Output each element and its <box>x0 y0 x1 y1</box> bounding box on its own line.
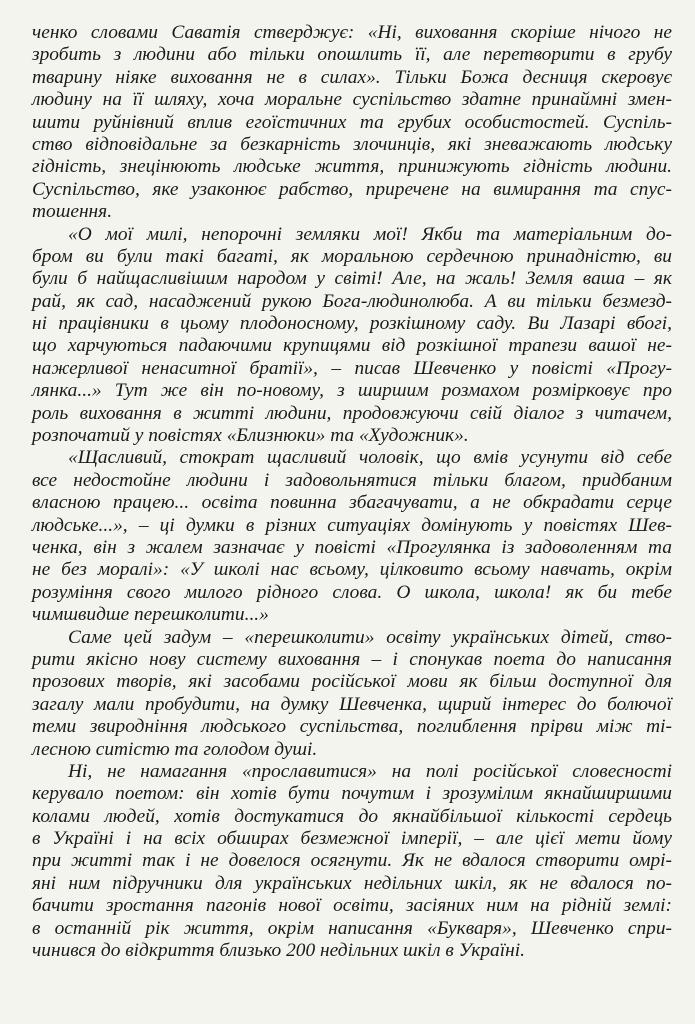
text-line: тварину ніяке виховання не в силах». Тільки Божа десниця скеровує <box>32 66 672 88</box>
text-line: керувало поетом: він хотів бути почутим і зрозумілим якнайширшими <box>32 783 672 805</box>
text-line: бачити зростання пагонів нової освіти, засіяних ним на рідній землі: <box>32 895 672 917</box>
text-line: в Україні і на всіх обширах безмежної імперії, – але цієї мети йому <box>32 828 672 850</box>
text-line: ченко словами Саватія стверджує: «Ні, виховання скоріше нічого не <box>32 22 672 43</box>
text-line: бром ви були такі багаті, як моральною сердечною принадністю, ви <box>32 245 672 267</box>
text-line: були б найщасливішим народом у світі! Але, на жаль! Земля ваша – як <box>32 268 672 290</box>
paragraph <box>32 447 672 626</box>
text-line: роль виховання в житті людини, продовжуючи свій діалог з читачем, <box>32 402 672 424</box>
text-line: лесною ситістю та голодом душі. <box>32 738 318 760</box>
text-line: прозових творів, які засобами російської мови як більш доступної для <box>32 671 672 693</box>
text-line: людину на її шляху, хоча моральне суспільство здатне принаймні змен- <box>32 89 672 111</box>
text-line: шити руйнівний вплив егоїстичних та грубих особистостей. Суспіль- <box>32 111 672 133</box>
text-line: рити якісно нову систему виховання – і спонукав поета до написання <box>32 648 672 670</box>
text-line: що харчуються падаючими крупицями від розкішної трапези вашої не- <box>32 335 672 357</box>
text-line: розпочатий у повістях «Близнюки» та «Художник». <box>32 425 469 447</box>
text-line: нажерливої ненаситної братії», – писав Шевченко у повісті «Прогу- <box>32 357 672 379</box>
text-line: теми звиродніння людського суспільства, поглиблення прірви між ті- <box>32 716 672 738</box>
text-line: гідність, знецінюють людське життя, принижують гідність людини. <box>32 156 672 178</box>
text-line: «Щасливий, стократ щасливий чоловік, що вмів усунути від себе <box>68 447 672 469</box>
text-line: рай, як сад, насаджений рукою Бога-людинолюба. А ви тільки безмезд- <box>32 290 672 312</box>
paragraph <box>32 22 672 224</box>
text-line: при житті так і не довелося осягнути. Як не вдалося створити омрі- <box>32 850 672 872</box>
text-line: лянка...» Тут же він по-новому, з ширшим розмахом розмірковує про <box>32 380 672 402</box>
document-page <box>32 22 672 962</box>
text-line: загалу мали пробудити, на думку Шевченка, щирий інтерес до болючої <box>32 693 672 715</box>
text-line: ні працівники в цьому плодоносному, розкішному саду. Ви Лазарі вбогі, <box>32 313 672 335</box>
text-line: Ні, не намагання «прославитися» на полі російської словесності <box>68 760 672 782</box>
text-line: чинився до відкриття близько 200 недільних шкіл в Україні. <box>32 940 525 962</box>
paragraph <box>32 761 672 963</box>
text-line: чимшвидше перешколити...» <box>32 604 269 626</box>
text-line: в останній рік життя, окрім написання «Букваря», Шевченко спри- <box>32 917 672 939</box>
text-line: людське...», – ці думки в різних ситуаціях домінують у повістях Шев- <box>32 514 672 536</box>
text-line: колами людей, хотів достукатися до якнайбільшої кількості сердець <box>32 805 672 827</box>
text-line: розуміння свого милого рідного слова. О школа, школа! як би тебе <box>32 581 672 603</box>
text-line: ство відповідальне за безкарність злочинців, які зневажають людську <box>32 133 672 155</box>
paragraph <box>32 627 672 761</box>
text-line: ченка, він з жалем зазначає у повісті «Прогулянка із задоволенням та <box>32 536 672 558</box>
text-line: Суспільство, яке узаконює рабство, приречене на вимирання та спус- <box>32 178 672 200</box>
text-line: яні ним підручники для українських недільних шкіл, як не вдалося по- <box>32 872 672 894</box>
text-line: Саме цей задум – «перешколити» освіту українських дітей, ство- <box>68 626 672 648</box>
text-line: зробить з людини або тільки опошлить її, але перетворити в грубу <box>32 44 672 66</box>
text-line: не без моралі»: «У школі нас всьому, цілковито всьому навчать, окрім <box>32 559 672 581</box>
text-line: все недостойне людини і задовольнятися тільки благом, придбаним <box>32 469 672 491</box>
text-line: тошення. <box>32 201 113 223</box>
text-line: власною працею... освіта повинна збагачувати, а не обкрадати серце <box>32 492 672 514</box>
paragraph <box>32 224 672 448</box>
text-line: «О мої милі, непорочні земляки мої! Якби та матеріальним до- <box>68 223 672 245</box>
